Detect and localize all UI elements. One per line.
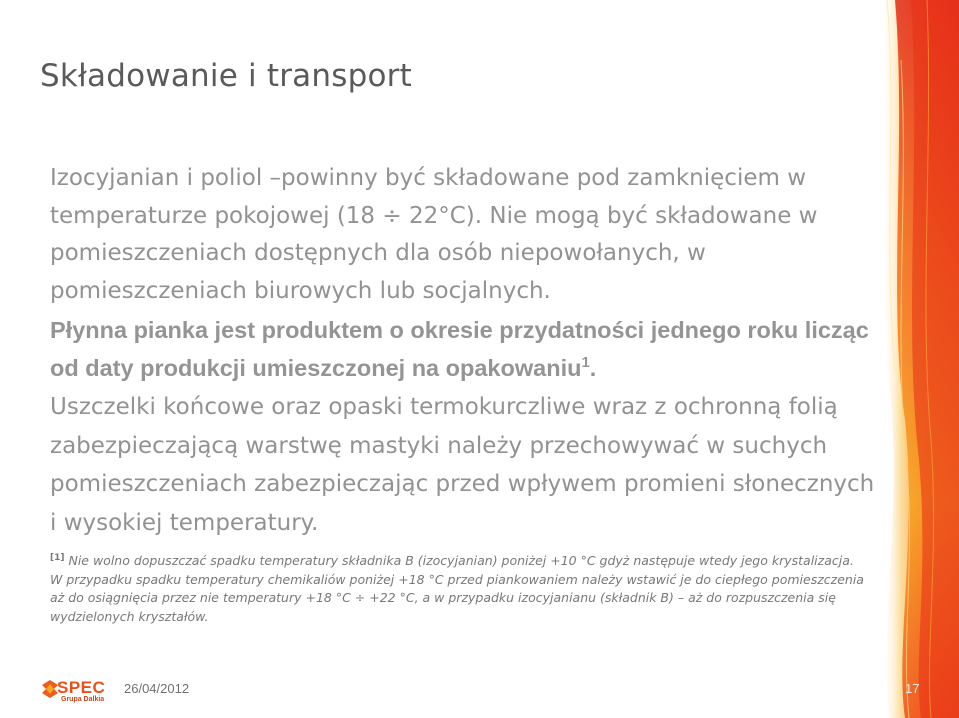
footnote-line-2-part4: +22 [365,590,400,605]
paragraph-shelf-life-end: . [589,355,597,381]
range-symbol: ÷ [382,202,402,229]
degree-symbol: ° [335,590,343,605]
logo-subtitle: Grupa Dalkia [61,696,105,703]
spec-logo [40,676,120,706]
footnote-line-1 [50,552,870,571]
paragraph-storage-part3: C). Nie mogą być składowane w pomieszczeniach dostępnych dla osób niepowołanych, w pomieszczeniach biurowych lub socjalnych. [50,202,818,304]
footnote-reference[interactable]: 1 [581,354,590,371]
degree-symbol: ° [438,202,450,229]
footnote-line-1-text: Nie wolno dopuszczać spadku temperatury składnika B (izocyjanian) poniżej +10 [64,553,581,568]
degree-symbol: ° [428,571,435,587]
page-number: 17 [905,681,920,696]
degree-symbol: ° [399,590,406,605]
footnote-line-1-end: C gdyż następuje wtedy jego krystalizacja. [586,553,854,568]
footer-date: 26/04/2012 [124,681,190,696]
logo-word: SPEC [57,678,106,697]
paragraph-storage-part2: 22 [401,202,439,229]
footnote-line-2-part5: C, a w przypadku izocyjanianu (składnik B) – aż do rozpuszczenia się wydzielonych kryształów. [50,590,836,624]
slide-title: Składowanie i transport [40,58,412,94]
flame-ribbon-decoration [871,0,959,718]
paragraph-seals: Uszczelki końcowe oraz opaski termokurczliwe wraz z ochronną folią zabezpieczającą warstwę mastyki należy przechowywać w suchych pomieszczeniach zabezpieczając przed wpływem promieni słonecznych i wysokiej temperatury. [50,394,875,536]
footnote-line-2-part2: C przed piankowaniem należy wstawić je do ciepłego pomieszczenia aż do osiągnięcia przez nie temperatury +18 [50,571,864,605]
footnote-marker: [1] [50,553,65,563]
paragraph-storage-part1: Izocyjanian i poliol –powinny być składowane pod zamknięciem w temperaturze pokojowej (18 [50,165,807,229]
paragraph-storage [50,160,880,310]
footnote-line-2 [50,571,870,627]
degree-symbol: ° [580,553,587,568]
footnote-line-2-part3: C [342,590,355,605]
paragraph-shelf-life [50,311,880,387]
footnote-line-2-part1: W przypadku spadku temperatury chemikaliów poniżej +18 [50,571,429,587]
range-symbol: ÷ [354,590,366,605]
footnote [50,552,870,626]
paragraph-shelf-life-text: Płynna pianka jest produktem o okresie przydatności jednego roku licząc od daty produkcji umieszczonej na opakowaniu [50,317,869,381]
